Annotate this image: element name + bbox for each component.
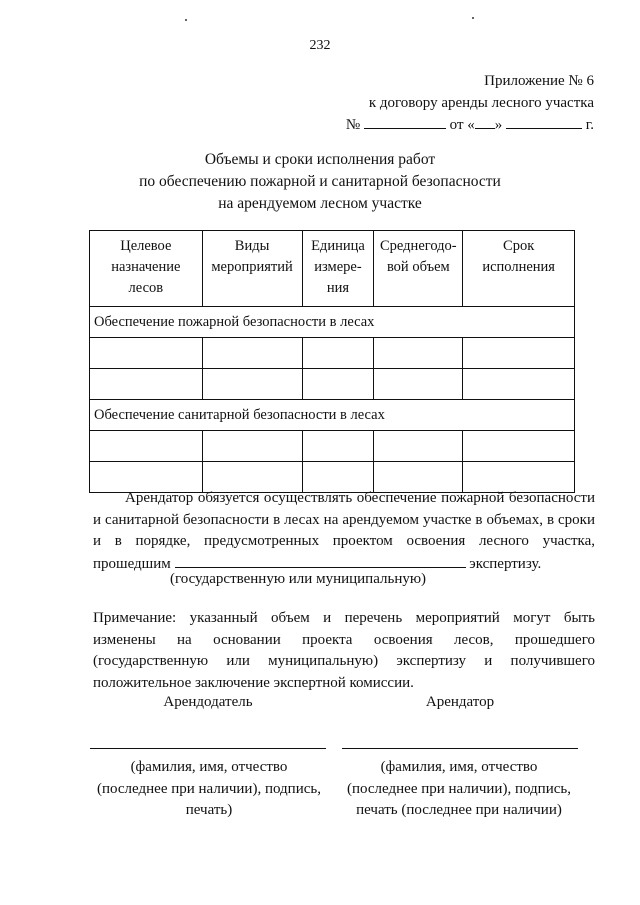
paragraph-line: изменены на основании проекта освоения лесов, прошедшего <box>93 631 595 648</box>
scan-speck <box>185 19 187 21</box>
table-header-row <box>90 231 575 307</box>
table-cell[interactable] <box>463 338 575 369</box>
table-cell[interactable] <box>202 431 302 462</box>
lessor-signature-line[interactable] <box>90 748 326 749</box>
header-activity-type: Виды мероприятий <box>202 231 302 307</box>
expertise-word: экспертизу. <box>469 555 542 572</box>
note-paragraph <box>93 608 595 694</box>
header-forest-purpose: Целевое назначение лесов <box>90 231 203 307</box>
table-cell[interactable] <box>302 431 374 462</box>
paragraph-line: положительное заключение экспертной комиссии. <box>93 674 414 691</box>
title-line: на арендуемом лесном участке <box>218 195 422 212</box>
table-cell[interactable] <box>463 431 575 462</box>
number-prefix: № <box>345 117 361 133</box>
table-cell[interactable] <box>374 338 463 369</box>
day-blank <box>475 114 495 129</box>
paragraph-line: (государственную или муниципальную) экспертизу и получившего <box>93 653 595 669</box>
passed-word: прошедшим <box>93 555 171 572</box>
title-line: по обеспечению пожарной и санитарной безопасности <box>139 173 501 190</box>
quote-close: » <box>494 117 503 133</box>
lessee-label: Арендатор <box>425 694 495 710</box>
date-prefix: от « <box>449 117 475 133</box>
table-cell[interactable] <box>302 338 374 369</box>
year-suffix: г. <box>585 117 594 133</box>
section-sanitary-safety: Обеспечение санитарной безопасности в лесах <box>90 400 575 431</box>
table-cell[interactable] <box>90 431 203 462</box>
contract-number-line <box>346 114 594 136</box>
table-row <box>90 431 575 462</box>
table-row <box>90 369 575 400</box>
table-row <box>90 338 575 369</box>
contract-number-blank <box>364 114 446 129</box>
obligation-paragraph <box>93 488 595 575</box>
title-line: Объемы и сроки исполнения работ <box>204 151 436 168</box>
section-fire-safety: Обеспечение пожарной безопасности в лесах <box>90 307 575 338</box>
header-annual-volume: Среднегодо- вой объем <box>374 231 463 307</box>
works-table <box>89 230 575 493</box>
table-cell[interactable] <box>374 369 463 400</box>
paragraph-line: и санитарной безопасности в лесах на арендуемом участке в объемах, в сроки <box>93 511 595 528</box>
appendix-header <box>346 70 594 136</box>
header-deadline: Срок исполнения <box>463 231 575 307</box>
expertise-type-hint: (государственную или муниципальную) <box>169 571 427 587</box>
document-title <box>0 149 640 215</box>
appendix-title: Приложение № 6 <box>484 73 594 89</box>
month-blank <box>506 114 582 129</box>
table-cell[interactable] <box>463 369 575 400</box>
expertise-type-blank <box>175 553 466 568</box>
lessor-signature-caption: (фамилия, имя, отчество (последнее при наличии), подпись, печать) <box>97 759 321 818</box>
lessee-signature-line[interactable] <box>342 748 578 749</box>
scan-speck <box>472 17 474 19</box>
paragraph-line: и в порядке, предусмотренных проектом освоения лесного участка, <box>93 533 595 549</box>
table-cell[interactable] <box>202 369 302 400</box>
table-cell[interactable] <box>302 369 374 400</box>
page-number: 232 <box>309 38 331 53</box>
table-cell[interactable] <box>90 338 203 369</box>
header-unit: Единица измере- ния <box>302 231 374 307</box>
section-row-sanitary <box>90 400 575 431</box>
table-cell[interactable] <box>202 338 302 369</box>
paragraph-line: Арендатор обязуется осуществлять обеспечение пожарной безопасности <box>125 490 595 506</box>
lessee-signature-caption: (фамилия, имя, отчество (последнее при наличии), подпись, печать (последнее при наличии) <box>347 759 571 818</box>
appendix-subtitle: к договору аренды лесного участка <box>368 95 594 111</box>
lessor-label: Арендодатель <box>163 694 253 710</box>
table-cell[interactable] <box>374 431 463 462</box>
section-row-fire <box>90 307 575 338</box>
table-cell[interactable] <box>90 369 203 400</box>
paragraph-line: Примечание: указанный объем и перечень мероприятий могут быть <box>93 610 595 626</box>
